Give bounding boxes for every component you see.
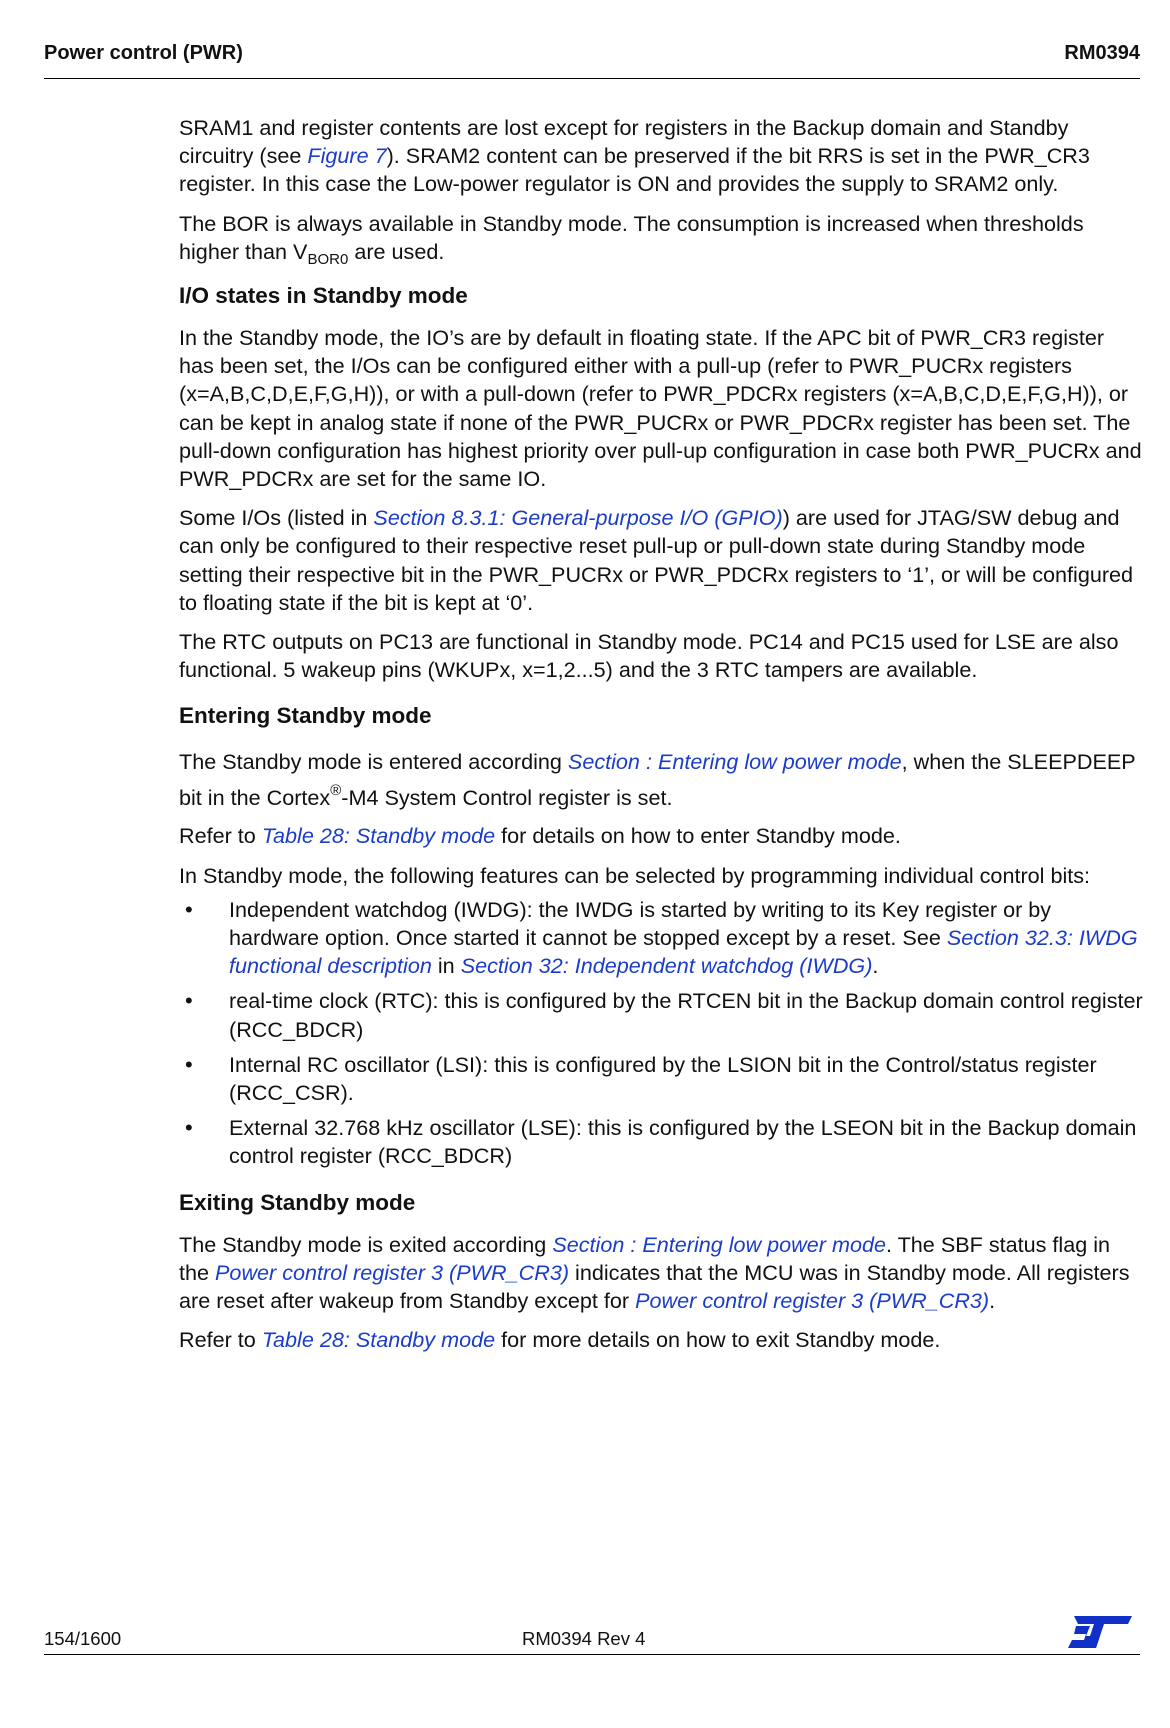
table-28-link[interactable]: Table 28: Standby mode (261, 1327, 496, 1353)
exiting-standby-heading: Exiting Standby mode (179, 1189, 416, 1215)
gpio-section-link[interactable]: Section 8.3.1: General-purpose I/O (GPIO) (373, 505, 783, 531)
bullet-icon: • (185, 1051, 193, 1077)
exiting-paragraph-1: The Standby mode is exited according Section : Entering low power mode. The SBF status flag in the Power control register 3 (PWR_CR3) indicates that the MCU was in Standby mode. All registers are reset after wakeup from Standby except for Power control register 3 (PWR_CR3). (179, 1231, 1130, 1314)
pwr-cr3-link[interactable]: Power control register 3 (PWR_CR3) (635, 1288, 990, 1314)
registered-mark: ® (330, 782, 342, 800)
st-logo-icon (1066, 1614, 1134, 1650)
iwdg-section-link[interactable]: Section 32: Independent watchdog (IWDG) (460, 953, 873, 979)
pwr-cr3-link[interactable]: Power control register 3 (PWR_CR3) (215, 1259, 570, 1285)
entering-paragraph-3: In Standby mode, the following features can be selected by programming individual control bits: (179, 862, 1091, 888)
io-states-paragraph-3: The RTC outputs on PC13 are functional in Standby mode. PC14 and PC15 used for LSE are also functional. 5 wakeup pins (WKUPx, x=1,2...5) and the 3 RTC tampers are available. (179, 629, 1119, 683)
list-item: • External 32.768 kHz oscillator (LSE): this is configured by the LSEON bit in the Backup domain control register (RCC_BDCR) (185, 1115, 1137, 1169)
list-item: • real-time clock (RTC): this is configured by the RTCEN bit in the Backup domain control register (RCC_BDCR) (185, 988, 1143, 1042)
iwdg-functional-link[interactable]: Section 32.3: IWDG functional description (229, 925, 1138, 979)
io-states-paragraph-1: In the Standby mode, the IO’s are by default in floating state. If the APC bit of PWR_CR3 register has been set, the I/Os can be configured either with a pull-up (refer to PWR_PUCRx registers (x=A,B,C,D,E,F,G,H)), or with a pull-down (refer to PWR_PDCRx registers (x=A,B,C,D,E,F,G,H)), or can be kept in analog state if none of the PWR_PUCRx or PWR_PDCRx register has been set. The pull-down configuration has highest priority over pull-up configuration in case both PWR_PUCRx and PWR_PDCRx are set for the same IO. (179, 325, 1142, 492)
entering-low-power-link[interactable]: Section : Entering low power mode (552, 1231, 886, 1257)
document-revision: RM0394 Rev 4 (522, 1628, 646, 1649)
intro-paragraph-1: SRAM1 and register contents are lost except for registers in the Backup domain and Standby circuitry (see Figure 7). SRAM2 content can be preserved if the bit RRS is set in the PWR_CR3 register. In this case the Low-power regulator is ON and provides the supply to SRAM2 only. (179, 115, 1090, 197)
io-states-paragraph-2: Some I/Os (listed in Section 8.3.1: General-purpose I/O (GPIO)) are used for JTAG/SW debug and can only be configured to their respective reset pull-up or pull-down state during Standby mode setting their respective bit in the PWR_PUCRx or PWR_PDCRx registers to ‘1’, or will be configured to floating state if the bit is kept at ‘0’. (179, 505, 1134, 615)
entering-paragraph-2: Refer to Table 28: Standby mode for details on how to enter Standby mode. (179, 823, 901, 849)
io-states-heading: I/O states in Standby mode (179, 283, 468, 309)
page-body (179, 114, 1143, 1366)
standby-features-list (179, 896, 1143, 1171)
entering-standby-heading: Entering Standby mode (179, 703, 432, 729)
entering-low-power-link[interactable]: Section : Entering low power mode (567, 749, 902, 775)
bullet-icon: • (185, 988, 193, 1014)
bullet-icon: • (185, 1115, 193, 1141)
bullet-icon: • (185, 896, 193, 922)
vbor0-subscript: BOR0 (307, 250, 349, 268)
intro-paragraph-2: The BOR is always available in Standby mode. The consumption is increased when thresholds higher than $V_{BOR0}$ are used. (179, 210, 1084, 268)
page-footer (44, 1610, 1140, 1655)
list-item: • Independent watchdog (IWDG): the IWDG is started by writing to its Key register or by hardware option. Once started it cannot be stopped except by a reset. See Section 32.3: IWDG functional description in Section 32: Independent watchdog (IWDG). (185, 896, 1138, 979)
header-doc-id: RM0394 (1064, 42, 1140, 64)
page-header (44, 38, 1140, 79)
page-number: 154/1600 (44, 1628, 122, 1649)
table-28-link[interactable]: Table 28: Standby mode (261, 823, 496, 849)
exiting-paragraph-2: Refer to Table 28: Standby mode for more details on how to exit Standby mode. (179, 1327, 941, 1353)
entering-paragraph-1: The Standby mode is entered according Section : Entering low power mode, when the SLEEPDEEP bit in the Cortex®-M4 System Control register is set. (179, 749, 1136, 811)
header-section-title: Power control (PWR) (44, 42, 243, 64)
list-item: • Internal RC oscillator (LSI): this is configured by the LSION bit in the Control/status register (RCC_CSR). (185, 1051, 1097, 1106)
figure-7-link[interactable]: Figure 7 (307, 143, 387, 169)
